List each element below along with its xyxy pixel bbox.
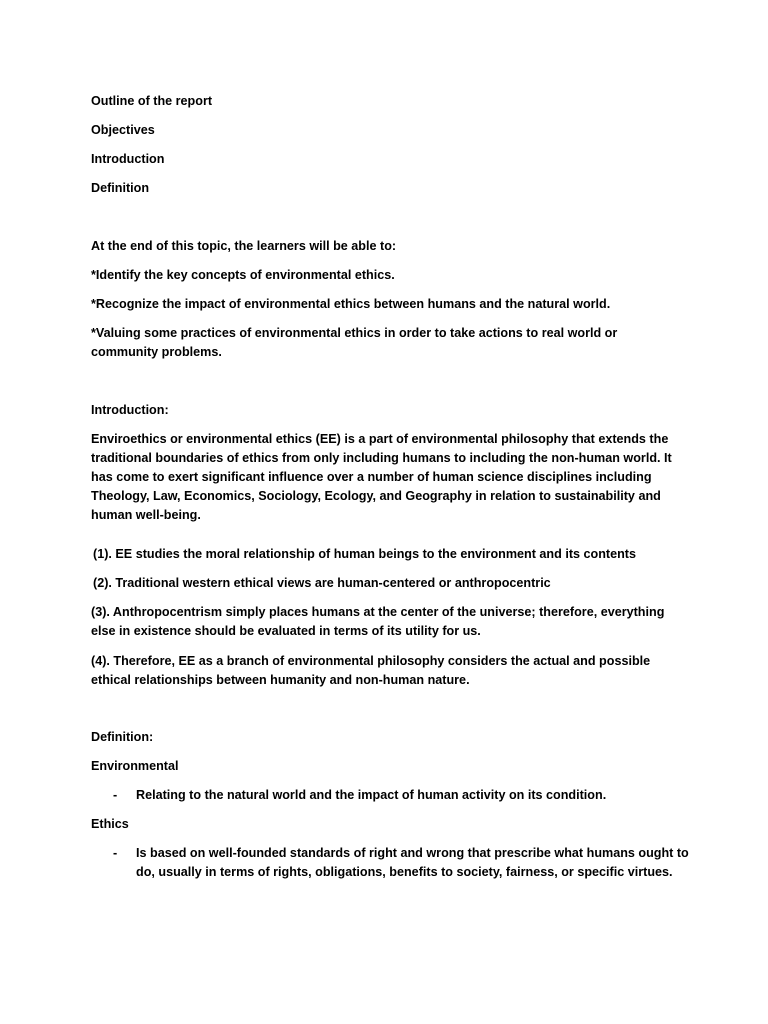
definition-dash-environmental: - <box>113 788 118 802</box>
definition-term-ethics: Ethics <box>91 817 129 831</box>
objective-item-1: *Identify the key concepts of environmental ethics. <box>91 268 395 282</box>
definition-heading: Definition: <box>91 730 154 744</box>
introduction-paragraph: Enviroethics or environmental ethics (EE) is a part of environmental philosophy that extends the traditional boundaries of ethics from only including humans to including the non-human world. It has come to exert significant influence over a number of human science disciplines including Theology, Law, Economics, Sociology, Ecology, and Geography in relation to sustainability and human well-being. <box>91 432 672 522</box>
introduction-heading: Introduction: <box>91 403 169 417</box>
outline-item-introduction: Introduction <box>91 152 165 166</box>
objective-item-2: *Recognize the impact of environmental ethics between humans and the natural world. <box>91 297 611 311</box>
definition-term-environmental: Environmental <box>91 759 179 773</box>
outline-title: Outline of the report <box>91 94 213 108</box>
outline-item-definition: Definition <box>91 181 150 195</box>
objectives-intro: At the end of this topic, the learners will be able to: <box>91 239 397 253</box>
definition-meaning-environmental: Relating to the natural world and the impact of human activity on its condition. <box>136 788 607 802</box>
definition-dash-ethics: - <box>113 846 118 860</box>
objective-item-3: *Valuing some practices of environmental ethics in order to take actions to real world or community problems. <box>91 326 618 359</box>
introduction-point-2: (2). Traditional western ethical views are human-centered or anthropocentric <box>93 576 551 590</box>
outline-item-objectives: Objectives <box>91 123 155 137</box>
introduction-point-3: (3). Anthropocentrism simply places humans at the center of the universe; therefore, everything else in existence should be evaluated in terms of its utility for us. <box>91 605 665 638</box>
introduction-point-4: (4). Therefore, EE as a branch of environmental philosophy considers the actual and possible ethical relationships between humanity and non-human nature. <box>91 654 651 687</box>
definition-meaning-ethics: Is based on well-founded standards of right and wrong that prescribe what humans ought to do, usually in terms of rights, obligations, benefits to society, fairness, or specific virtues. <box>136 846 689 879</box>
introduction-point-1: (1). EE studies the moral relationship of human beings to the environment and its contents <box>93 547 636 561</box>
